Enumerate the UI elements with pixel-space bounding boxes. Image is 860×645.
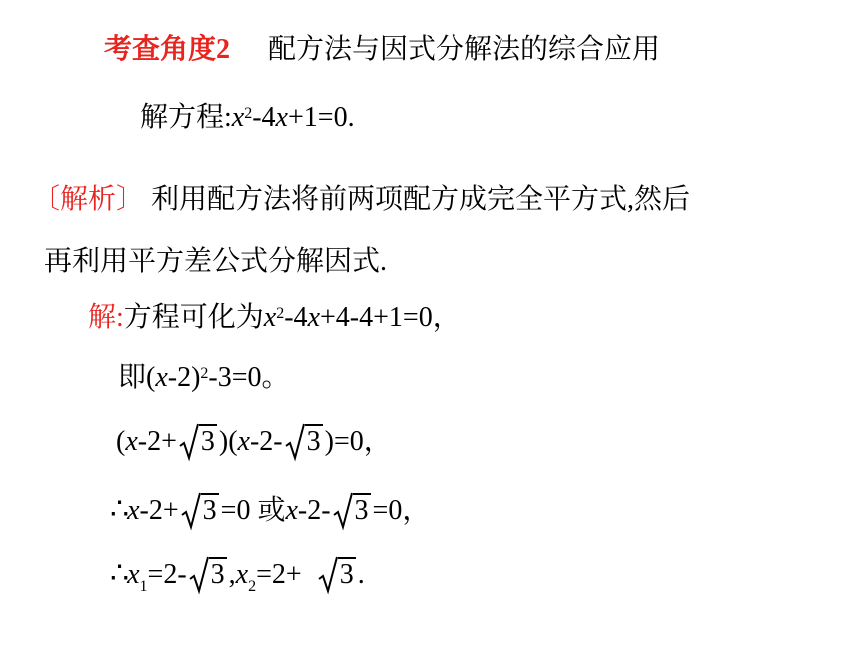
radicand: 3: [200, 426, 215, 457]
text: =0，: [372, 495, 431, 526]
exponent: 2: [244, 105, 253, 122]
text: -4: [252, 102, 276, 133]
exponent: 2: [200, 365, 209, 382]
radicand: 3: [210, 559, 225, 590]
section-tag: 考查角度2: [104, 34, 231, 65]
var: x: [125, 426, 138, 457]
radical-sign-icon: [318, 555, 338, 595]
solution-line-2: [118, 360, 290, 396]
radicand: 3: [339, 559, 354, 590]
var: x: [263, 302, 277, 333]
analysis-text-1: 利用配方法将前两项配方成完全平方式,然后: [144, 184, 691, 215]
text: .: [357, 559, 365, 590]
text: +1=0.: [287, 102, 355, 133]
analysis-line-1: [32, 182, 690, 218]
var: x: [155, 362, 168, 393]
problem-statement: [140, 100, 355, 136]
sqrt-3: [285, 424, 323, 460]
var: x: [275, 102, 288, 133]
radical-sign-icon: [285, 422, 305, 462]
text: =2+: [256, 559, 302, 590]
text: -3=0。: [208, 362, 290, 393]
text: (: [116, 426, 126, 457]
radical-sign-icon: [179, 422, 199, 462]
text: -4: [284, 302, 308, 333]
analysis-line-2: [44, 244, 387, 280]
sqrt-3: [318, 557, 356, 593]
text: 方程可化为: [123, 302, 264, 333]
radical-sign-icon: [333, 491, 353, 531]
sqrt-3: [181, 493, 219, 529]
var: x: [307, 302, 320, 333]
text: 即(: [118, 362, 156, 393]
sqrt-3: [179, 424, 217, 460]
text: -2+: [137, 426, 177, 457]
analysis-text-2: 再利用平方差公式分解因式.: [44, 246, 388, 277]
analysis-tag: 〔解析〕: [32, 184, 145, 215]
text: =0 或: [220, 495, 286, 526]
var: x: [237, 426, 250, 457]
section-heading: [104, 32, 660, 68]
solution-line-4: [110, 492, 430, 529]
section-title: 配方法与因式分解法的综合应用: [268, 34, 661, 65]
subscript: 1: [139, 578, 148, 595]
text: -2-: [297, 495, 331, 526]
text: -2+: [139, 495, 179, 526]
radicand: 3: [354, 495, 369, 526]
var: x: [285, 495, 298, 526]
solution-tag: 解:: [88, 302, 124, 333]
var: x: [231, 102, 245, 133]
var: x: [235, 559, 249, 590]
therefore-icon: ∴: [110, 557, 128, 590]
problem-prefix: 解方程:: [140, 102, 232, 133]
subscript: 2: [248, 578, 257, 595]
solution-line-3: [116, 424, 392, 460]
var: x: [127, 495, 140, 526]
var: x: [127, 559, 140, 590]
radicand: 3: [202, 495, 217, 526]
text: -2-: [249, 426, 283, 457]
text: ,: [228, 559, 236, 590]
sqrt-3: [189, 557, 227, 593]
solution-line-5: [110, 556, 365, 597]
therefore-icon: ∴: [110, 493, 128, 526]
radical-sign-icon: [189, 555, 209, 595]
exponent: 2: [276, 305, 285, 322]
text: )=0，: [324, 426, 392, 457]
text: =2-: [147, 559, 187, 590]
text: )(: [218, 426, 238, 457]
text: +4-4+1=0，: [320, 302, 461, 333]
radical-sign-icon: [181, 491, 201, 531]
solution-line-1: [88, 300, 461, 336]
text: -2): [167, 362, 201, 393]
radicand: 3: [306, 426, 321, 457]
sqrt-3: [333, 493, 371, 529]
